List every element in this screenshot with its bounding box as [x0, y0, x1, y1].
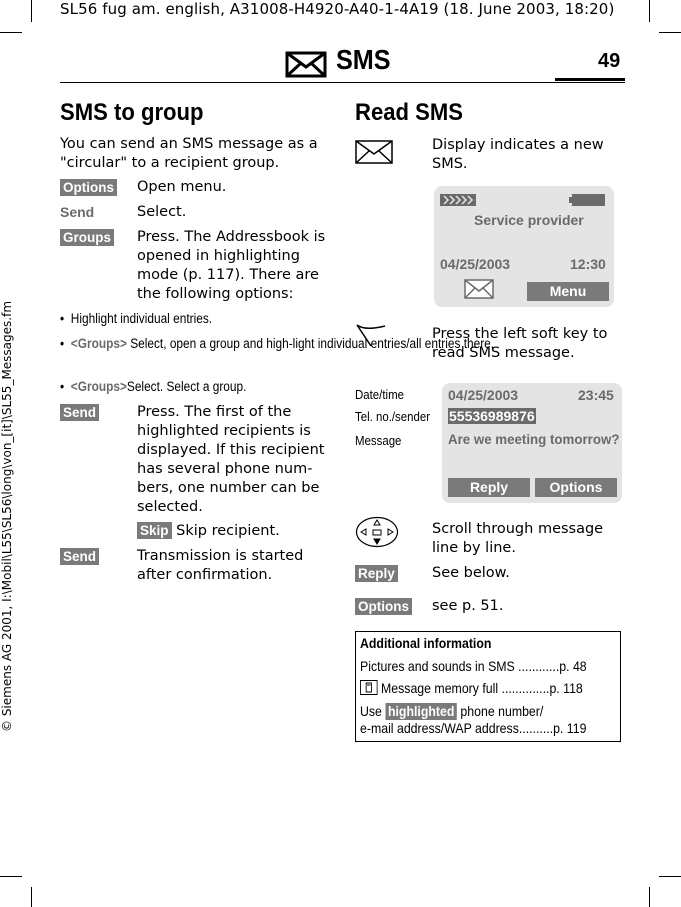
message-text: Are we meeting tomorrow? [448, 431, 620, 447]
groups-key: Groups [60, 229, 114, 246]
chapter-title: SMS [336, 44, 391, 75]
phone-display-standby [434, 186, 614, 307]
reply-softkey[interactable]: Reply [448, 478, 530, 497]
bullet-item: • <Groups> Select, open a group and high-light individual entries/all entries there. [60, 336, 495, 351]
message-label: Message [355, 433, 402, 448]
info-line-highlighted: Use highlighted phone number/ [360, 703, 544, 719]
section-title-read-sms: Read SMS [355, 99, 463, 126]
info-line-memory [360, 680, 583, 696]
page-number-rule [555, 78, 625, 81]
bullet-text: Select. Select a group. [126, 379, 247, 394]
bullet-text: Highlight individual entries. [70, 311, 213, 326]
new-sms-envelope-icon [355, 140, 393, 164]
crop-mark [659, 876, 681, 877]
bullet-text: Select, open a group and high-light individual entries/all entries there. [126, 336, 495, 351]
info-line: e-mail address/WAP address..........p. 119 [360, 720, 587, 736]
menu-softkey[interactable]: Menu [527, 282, 609, 301]
options-key: Options [355, 598, 412, 615]
envelope-icon [285, 50, 327, 78]
crop-mark [659, 32, 681, 33]
page-number: 49 [598, 50, 621, 72]
crop-mark [649, 887, 650, 907]
display-time: 12:30 [570, 256, 606, 272]
copyright-sidebar: © Siemens AG 2001, I:\Mobil\L55\SL56\long\von_[it]\SL55_Messages.fm [0, 300, 14, 732]
softkey-text: Press the left soft key to read SMS message. [432, 326, 608, 361]
groups-ref: <Groups> [70, 379, 127, 394]
step-text: Select. [137, 204, 187, 220]
control-key-icon [355, 516, 399, 548]
step-text: Skip recipient. [176, 523, 280, 539]
message-date: 04/25/2003 [448, 387, 519, 403]
crop-mark [31, 887, 32, 907]
options-key: Options [60, 179, 117, 196]
crop-mark [649, 0, 650, 22]
step-text: Open menu. [137, 179, 227, 195]
sender-number: 55536989876 [449, 408, 535, 424]
info-title: Additional information [360, 635, 492, 651]
highlighted-key: highlighted [385, 703, 457, 720]
skip-key: Skip [137, 522, 172, 539]
step-text: Press. The Addressbook is opened in highlighting mode (p. 117). There are the following options: [137, 229, 326, 302]
step-text: Transmission is started after confirmation. [137, 548, 304, 583]
scroll-text: Scroll through message line by line. [432, 521, 604, 556]
info-line-text: Message memory full ..............p. 118 [377, 680, 583, 696]
new-sms-text: Display indicates a new SMS. [432, 137, 604, 172]
phone-memory-icon [360, 680, 378, 695]
section-title-sms-to-group: SMS to group [60, 99, 204, 126]
step-text: Press. The first of the highlighted recipients is displayed. If this recipient has several phone num-bers, one number can be selected. [137, 404, 325, 515]
bullet-item: • <Groups>Select. Select a group. [60, 379, 247, 394]
date-time-label: Date/time [355, 387, 404, 402]
additional-info-box [355, 631, 621, 742]
signal-strength-icon [440, 193, 478, 207]
battery-icon [569, 193, 605, 207]
crop-mark [0, 876, 22, 877]
options-softkey[interactable]: Options [535, 478, 617, 497]
skip-step [137, 522, 280, 541]
header-rule [60, 82, 625, 83]
send-key: Send [60, 548, 99, 565]
send-key: Send [60, 404, 99, 421]
send-label: Send [60, 204, 95, 220]
phone-display-message [442, 383, 622, 503]
display-date: 04/25/2003 [440, 256, 511, 272]
groups-ref: <Groups> [70, 336, 127, 351]
sender-label: Tel. no./sender [355, 409, 431, 424]
running-title: SL56 fug am. english, A31008-H4920-A40-1-4A19 (18. June 2003, 18:20) [60, 0, 615, 18]
sms-envelope-icon [464, 279, 494, 299]
reply-text: See below. [432, 565, 510, 581]
message-time: 23:45 [578, 387, 614, 403]
service-provider: Service provider [474, 212, 584, 228]
crop-mark [0, 32, 22, 33]
bullet-item: • Highlight individual entries. [60, 311, 213, 326]
reply-key: Reply [355, 565, 398, 582]
options-text: see p. 51. [432, 598, 504, 614]
intro-text: You can send an SMS message as a "circular" to a recipient group. [60, 136, 318, 171]
crop-mark [31, 0, 32, 22]
left-softkey-icon [355, 322, 389, 348]
info-line: Pictures and sounds in SMS ............p. 48 [360, 658, 587, 674]
